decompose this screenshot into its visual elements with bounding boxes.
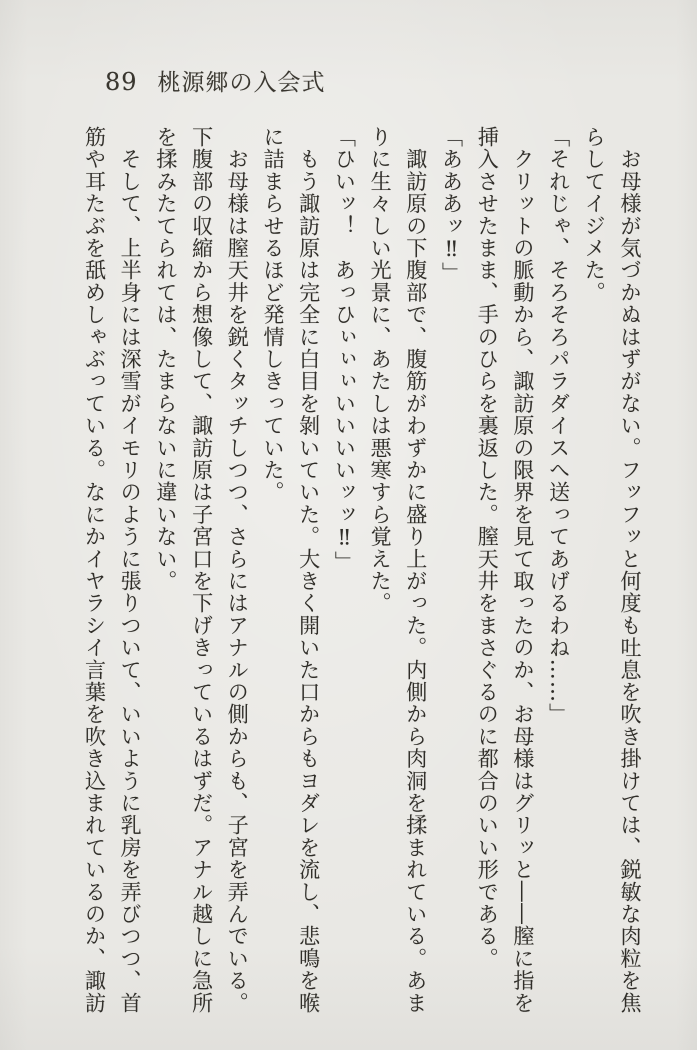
text-column: に詰まらせるほど発情しきっていた。	[260, 126, 285, 504]
text-column: 「ひいッ！ あっひぃぃぃいいいいッッ‼」	[332, 126, 357, 573]
text-column: りに生々しい光景に、あたしは悪寒すら覚えた。	[368, 126, 393, 615]
text-column: 下腹部の収縮から想像して、諏訪原は子宮口を下げきっているはずだ。アナル越しに急所	[189, 126, 214, 1014]
text-column: 「それじゃ、そろそろパラダイスへ送ってあげるわね……」	[546, 126, 571, 726]
text-column: お母様は膣天井を鋭くタッチしつつ、さらにはアナルの側からも、子宮を弄んでいる。	[225, 126, 250, 1014]
text-column: もう諏訪原は完全に白目を剝いていた。大きく開いた口からもヨダレを流し、悲鳴を喉	[296, 126, 321, 1014]
text-column: お母様が気づかぬはずがない。フッフッと何度も吐息を吹き掛けては、鋭敏な肉粒を焦	[618, 126, 642, 1014]
text-column: 筋や耳たぶを舐めしゃぶっている。なにかイヤラシイ言葉を吹き込まれているのか、諏訪	[82, 126, 107, 1014]
page-title: 桃源郷の入会式	[157, 70, 326, 96]
text-column: 挿入させたまま、手のひらを裏返した。膣天井をまさぐるのに都合のいい形である。	[475, 126, 500, 970]
text-column: を揉みたてられては、たまらないに違いない。	[153, 126, 178, 593]
text-block	[75, 126, 647, 1018]
text-column: クリットの脈動から、諏訪原の限界を見て取ったのか、お母様はグリッと――膣に指を	[510, 126, 535, 1014]
page-header	[105, 64, 326, 97]
page-number: 89	[105, 68, 138, 96]
text-column: そして、上半身には深雪がイモリのように張りついて、いいように乳房を弄びつつ、首	[118, 126, 143, 1014]
text-column: 諏訪原の下腹部で、腹筋がわずかに盛り上がった。内側から肉洞を揉まれている。あま	[403, 126, 428, 1014]
text-column: 「あああッ‼」	[439, 126, 464, 285]
text-column: らしてイジメた。	[582, 126, 607, 304]
